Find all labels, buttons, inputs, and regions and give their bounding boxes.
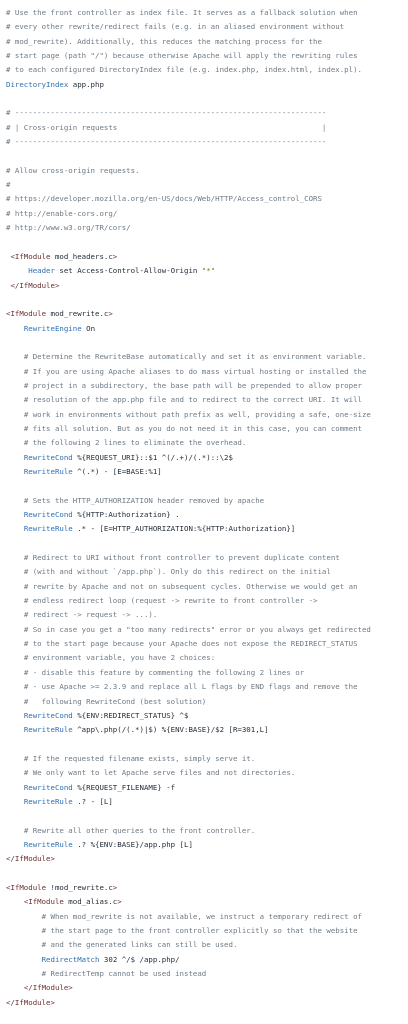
indent bbox=[6, 697, 24, 706]
code-tag: > bbox=[117, 897, 122, 907]
code-line bbox=[6, 695, 408, 709]
code-text: ^app\.php(/(.*)|$) %{ENV:BASE}/$2 [R=301,L] bbox=[72, 725, 269, 735]
code-line bbox=[6, 608, 408, 622]
code-line bbox=[6, 795, 408, 809]
code-line bbox=[6, 465, 408, 479]
indent bbox=[6, 510, 24, 519]
code-comment: # resolution of the app.php file and to redirect to the correct URI. It will bbox=[23, 395, 362, 405]
code-comment: # ---------------------------------------------------------------------- bbox=[6, 137, 327, 147]
code-line bbox=[6, 350, 408, 364]
code-line bbox=[6, 307, 408, 321]
code-line bbox=[6, 938, 408, 952]
code-line bbox=[6, 35, 408, 49]
code-line bbox=[6, 637, 408, 651]
code-directive: RewriteRule bbox=[23, 524, 73, 534]
code-line bbox=[6, 149, 408, 163]
code-directive: RewriteEngine bbox=[23, 323, 82, 333]
code-comment: # If the requested filename exists, simply serve it. bbox=[23, 753, 256, 763]
code-tag: </IfModule> bbox=[23, 983, 73, 993]
code-line bbox=[6, 322, 408, 336]
code-line bbox=[6, 666, 408, 680]
code-line bbox=[6, 422, 408, 436]
code-directive: RedirectMatch bbox=[41, 954, 100, 964]
code-comment: # When mod_rewrite is not available, we instruct a temporary redirect of bbox=[41, 911, 362, 921]
code-tag: <IfModule bbox=[10, 251, 51, 261]
indent bbox=[6, 826, 24, 835]
code-directive: RewriteCond bbox=[23, 710, 73, 720]
code-directive: RewriteCond bbox=[23, 452, 73, 462]
code-comment: # start page (path "/") because otherwise Apache will apply the rewriting rules bbox=[6, 51, 358, 61]
code-line bbox=[6, 408, 408, 422]
indent bbox=[6, 467, 24, 476]
code-comment: # fits all solution. But as you do not need it in this case, you can comment bbox=[23, 423, 362, 433]
code-line bbox=[6, 207, 408, 221]
code-text: %{ENV:REDIRECT_STATUS} ^$ bbox=[72, 710, 189, 720]
code-line bbox=[6, 953, 408, 967]
code-line bbox=[6, 20, 408, 34]
indent bbox=[6, 567, 24, 576]
code-comment: # rewrite by Apache and not on subsequent cycles. Otherwise we would get an bbox=[23, 581, 358, 591]
code-line bbox=[6, 522, 408, 536]
code-line bbox=[6, 809, 408, 823]
indent bbox=[6, 926, 42, 935]
code-line bbox=[6, 106, 408, 120]
indent bbox=[6, 897, 24, 906]
code-comment: # the start page to the front controller explicitly so that the website bbox=[41, 926, 358, 935]
indent bbox=[6, 682, 24, 691]
code-comment: # Allow cross-origin requests. bbox=[6, 165, 140, 175]
code-comment: # Sets the HTTP_AUTHORIZATION header removed by apache bbox=[23, 495, 265, 505]
indent bbox=[6, 596, 24, 605]
code-text: mod_rewrite.c bbox=[46, 309, 109, 319]
code-line bbox=[6, 393, 408, 407]
code-comment: # work in environments without path prefix as well, providing a safe, one-size bbox=[23, 409, 371, 419]
indent bbox=[6, 424, 24, 433]
code-comment: # http://www.w3.org/TR/cors/ bbox=[6, 223, 131, 233]
code-line bbox=[6, 78, 408, 92]
code-text: 302 ^/$ /app.php/ bbox=[99, 954, 180, 964]
code-comment: # (with and without `/app.php`). Only do this redirect on the initial bbox=[23, 567, 331, 577]
code-comment: # We only want to let Apache serve files and not directories. bbox=[23, 768, 296, 778]
code-comment: # - use Apache >= 2.3.9 and replace all L flags by END flags and remove the bbox=[23, 682, 358, 692]
code-line bbox=[6, 436, 408, 450]
indent bbox=[6, 940, 42, 949]
code-text: On bbox=[81, 323, 96, 333]
code-line bbox=[6, 580, 408, 594]
code-line bbox=[6, 752, 408, 766]
code-line bbox=[6, 981, 408, 995]
code-text: set Access-Control-Allow-Origin bbox=[54, 266, 202, 276]
indent bbox=[6, 352, 24, 361]
code-comment: # Rewrite all other queries to the front controller. bbox=[23, 825, 256, 835]
code-directive: RewriteRule bbox=[23, 467, 73, 476]
code-line bbox=[6, 264, 408, 278]
code-tag: > bbox=[112, 882, 118, 892]
code-comment: # the following 2 lines to eliminate the overhead. bbox=[23, 438, 247, 448]
code-line bbox=[6, 651, 408, 665]
code-text: mod_headers.c bbox=[50, 251, 113, 261]
code-comment: # mod_rewrite). Additionally, this reduces the matching process for the bbox=[6, 36, 322, 46]
code-line bbox=[6, 236, 408, 250]
code-directive: Header bbox=[28, 266, 55, 276]
code-line bbox=[6, 508, 408, 522]
code-comment: # ---------------------------------------------------------------------- bbox=[6, 108, 327, 118]
indent bbox=[6, 381, 24, 390]
code-line bbox=[6, 365, 408, 379]
code-directive: DirectoryIndex bbox=[6, 79, 69, 89]
code-line bbox=[6, 924, 408, 938]
code-line bbox=[6, 178, 408, 192]
indent bbox=[6, 410, 24, 419]
code-line bbox=[6, 336, 408, 350]
code-tag: <IfModule bbox=[6, 309, 47, 319]
code-text: .? %{ENV:BASE}/app.php [L] bbox=[72, 839, 193, 849]
code-line bbox=[6, 49, 408, 63]
code-line bbox=[6, 479, 408, 493]
code-line bbox=[6, 221, 408, 235]
indent bbox=[6, 367, 24, 376]
indent bbox=[6, 639, 24, 648]
indent bbox=[6, 453, 24, 462]
code-line bbox=[6, 63, 408, 77]
code-line bbox=[6, 451, 408, 465]
code-tag: > bbox=[108, 309, 113, 319]
code-line bbox=[6, 881, 408, 895]
code-line bbox=[6, 250, 408, 264]
code-line bbox=[6, 164, 408, 178]
code-tag: <IfModule bbox=[6, 882, 47, 892]
code-line bbox=[6, 967, 408, 981]
code-comment: # Determine the RewriteBase automatically and set it as environment variable. bbox=[23, 352, 367, 362]
code-text: .? - [L] bbox=[72, 796, 113, 806]
indent bbox=[6, 797, 24, 806]
code-line bbox=[6, 192, 408, 206]
code-comment: # to each configured DirectoryIndex file (e.g. index.php, index.html, index.pl). bbox=[6, 65, 362, 75]
code-tag: > bbox=[112, 251, 118, 261]
code-tag: </IfModule> bbox=[10, 280, 60, 290]
code-line bbox=[6, 494, 408, 508]
code-comment: # every other rewrite/redirect fails (e.g. in an aliased environment without bbox=[6, 22, 345, 32]
code-comment: # http://enable-cors.org/ bbox=[6, 208, 118, 218]
code-directive: RewriteRule bbox=[23, 796, 73, 806]
code-string: "*" bbox=[201, 266, 216, 276]
code-tag: </IfModule> bbox=[6, 997, 55, 1007]
code-line bbox=[6, 293, 408, 307]
indent bbox=[6, 668, 24, 677]
indent bbox=[6, 983, 24, 992]
indent bbox=[6, 438, 24, 447]
code-comment: # to the start page because your Apache does not expose the REDIRECT_STATUS bbox=[23, 639, 358, 649]
indent bbox=[6, 711, 24, 720]
code-directive: RewriteRule bbox=[23, 839, 73, 849]
code-line bbox=[6, 709, 408, 723]
code-text: %{HTTP:Authorization} . bbox=[72, 510, 180, 520]
code-line bbox=[6, 6, 408, 20]
code-text: !mod_rewrite.c bbox=[46, 882, 113, 892]
code-comment: # https://developer.mozilla.org/en-US/docs/Web/HTTP/Access_control_CORS bbox=[6, 194, 322, 204]
code-text: mod_alias.c bbox=[63, 897, 118, 907]
code-line bbox=[6, 537, 408, 551]
code-comment: # So in case you get a "too many redirects" error or you always get redirected bbox=[23, 624, 371, 634]
code-comment: # Redirect to URI without front controller to prevent duplicate content bbox=[23, 553, 340, 563]
code-line bbox=[6, 838, 408, 852]
code-comment: # following RewriteCond (best solution) bbox=[23, 696, 207, 706]
indent bbox=[6, 912, 42, 921]
code-text: %{REQUEST_URI}::$1 ^(/.+)/(.*)::\2$ bbox=[72, 452, 233, 462]
code-line bbox=[6, 279, 408, 293]
indent bbox=[6, 553, 24, 562]
code-tag: <IfModule bbox=[23, 897, 64, 907]
code-comment: # redirect -> request -> ...). bbox=[23, 610, 158, 620]
code-line bbox=[6, 781, 408, 795]
indent bbox=[6, 840, 24, 849]
indent bbox=[6, 768, 24, 777]
code-line bbox=[6, 910, 408, 924]
code-line bbox=[6, 551, 408, 565]
code-text: .* - [E=HTTP_AUTHORIZATION:%{HTTP:Authorization}] bbox=[72, 524, 296, 534]
code-line bbox=[6, 623, 408, 637]
indent bbox=[6, 725, 24, 734]
code-comment: # - disable this feature by commenting the following 2 lines or bbox=[23, 667, 305, 677]
code-line bbox=[6, 996, 408, 1010]
code-comment: # RedirectTemp cannot be used instead bbox=[41, 969, 207, 979]
code-text: ^(.*) - [E=BASE:%1] bbox=[72, 467, 162, 476]
indent bbox=[6, 610, 24, 619]
indent bbox=[6, 496, 24, 505]
code-line bbox=[6, 680, 408, 694]
indent bbox=[6, 969, 42, 978]
code-line bbox=[6, 852, 408, 866]
indent bbox=[6, 783, 24, 792]
code-line bbox=[6, 121, 408, 135]
code-line bbox=[6, 135, 408, 149]
code-line bbox=[6, 92, 408, 106]
indent bbox=[6, 754, 24, 763]
code-line bbox=[6, 594, 408, 608]
indent bbox=[6, 582, 24, 591]
code-comment: # environment variable, you have 2 choices: bbox=[23, 653, 216, 663]
code-directive: RewriteCond bbox=[23, 782, 73, 792]
code-line bbox=[6, 766, 408, 780]
code-line bbox=[6, 738, 408, 752]
code-comment: # endless redirect loop (request -> rewrite to front controller -> bbox=[23, 596, 318, 606]
code-text: app.php bbox=[68, 79, 104, 89]
code-text: %{REQUEST_FILENAME} -f bbox=[72, 782, 176, 792]
code-line bbox=[6, 895, 408, 909]
code-line bbox=[6, 565, 408, 579]
code-line bbox=[6, 824, 408, 838]
indent bbox=[6, 395, 24, 404]
code-directive: RewriteCond bbox=[23, 510, 73, 520]
code-comment: # If you are using Apache aliases to do mass virtual hosting or installed the bbox=[23, 366, 367, 376]
indent bbox=[6, 266, 28, 275]
indent bbox=[6, 625, 24, 634]
code-tag: </IfModule> bbox=[6, 854, 55, 864]
code-comment: # Use the front controller as index file. It serves as a fallback solution when bbox=[6, 8, 358, 17]
code-line bbox=[6, 867, 408, 881]
code-comment: # bbox=[6, 180, 11, 190]
indent bbox=[6, 955, 42, 964]
indent bbox=[6, 524, 24, 533]
code-line bbox=[6, 379, 408, 393]
code-comment: # project in a subdirectory, the base path will be prepended to allow proper bbox=[23, 380, 362, 390]
indent bbox=[6, 324, 24, 333]
code-line bbox=[6, 723, 408, 737]
code-comment: # and the generated links can still be used. bbox=[41, 940, 238, 950]
code-comment: # | Cross-origin requests | bbox=[6, 122, 327, 132]
code-directive: RewriteRule bbox=[23, 725, 73, 735]
indent bbox=[6, 653, 24, 662]
